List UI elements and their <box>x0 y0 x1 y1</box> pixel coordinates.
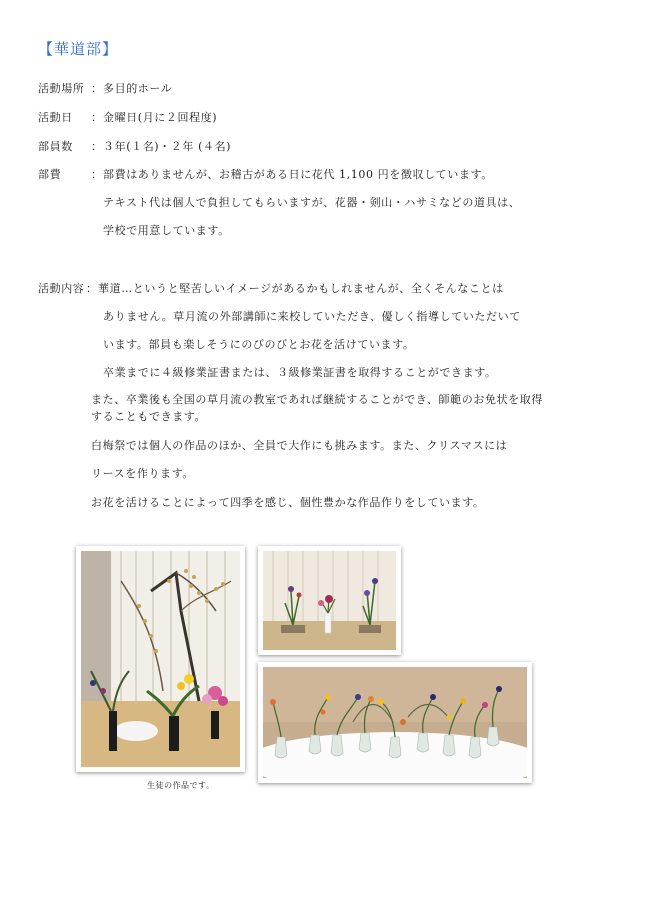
day-separator: ： <box>91 111 103 124</box>
activity-label: 活動内容 <box>38 282 85 295</box>
day-label: 活動日 <box>38 111 73 124</box>
fee-separator: ： <box>91 168 103 181</box>
photo-three-arrangements <box>258 546 401 655</box>
activity-line-8: リースを作ります。 <box>91 467 194 480</box>
members-separator: ： <box>91 140 103 153</box>
activity-line-9: お花を活けることによって四季を感じ、個性豊かな作品作りをしています。 <box>91 496 485 509</box>
activity-line-7: 白梅祭では個人の作品のほか、全員で大作にも挑みます。また、クリスマスには <box>91 439 508 452</box>
activity-line-1: 華道…というと堅苦しいイメージがあるかもしれませんが、全くそんなことは <box>98 282 504 295</box>
fee-line-1: 部費はありませんが、お稽古がある日に花代 1,100 円を徴収しています。 <box>103 168 493 181</box>
photo-caption: 生徒の作品です。 <box>147 781 215 790</box>
activity-separator: ： <box>86 282 98 295</box>
place-value: 多目的ホール <box>103 82 173 95</box>
activity-line-6: することもできます。 <box>91 410 207 423</box>
members-value: ３年(１名)・２年 (４名) <box>103 140 232 153</box>
activity-line-3: います。部員も楽しそうにのびのびとお花を活けています。 <box>103 338 415 351</box>
fee-line-3: 学校で用意しています。 <box>103 224 230 237</box>
activity-line-2: ありません。草月流の外部講師に来校していただき、優しく指導していただいて <box>103 310 521 323</box>
photo-large-arrangement <box>76 546 245 772</box>
photo-glass-vases <box>258 662 532 783</box>
activity-line-5: また、卒業後も全国の草月流の教室であれば継続することができ、師範のお免状を取得 <box>91 393 543 406</box>
place-label: 活動場所 <box>38 82 85 95</box>
day-value: 金曜日(月に２回程度) <box>103 111 218 124</box>
place-separator: ： <box>91 82 103 95</box>
fee-label: 部費 <box>38 168 62 181</box>
members-label: 部員数 <box>38 140 73 153</box>
fee-line-2: テキスト代は個人で負担してもらいますが、花器・剣山・ハサミなどの道具は、 <box>103 196 521 209</box>
activity-line-4: 卒業までに４級修業証書または、３級修業証書を取得することができます。 <box>103 366 497 379</box>
page-title: 【華道部】 <box>38 40 119 58</box>
